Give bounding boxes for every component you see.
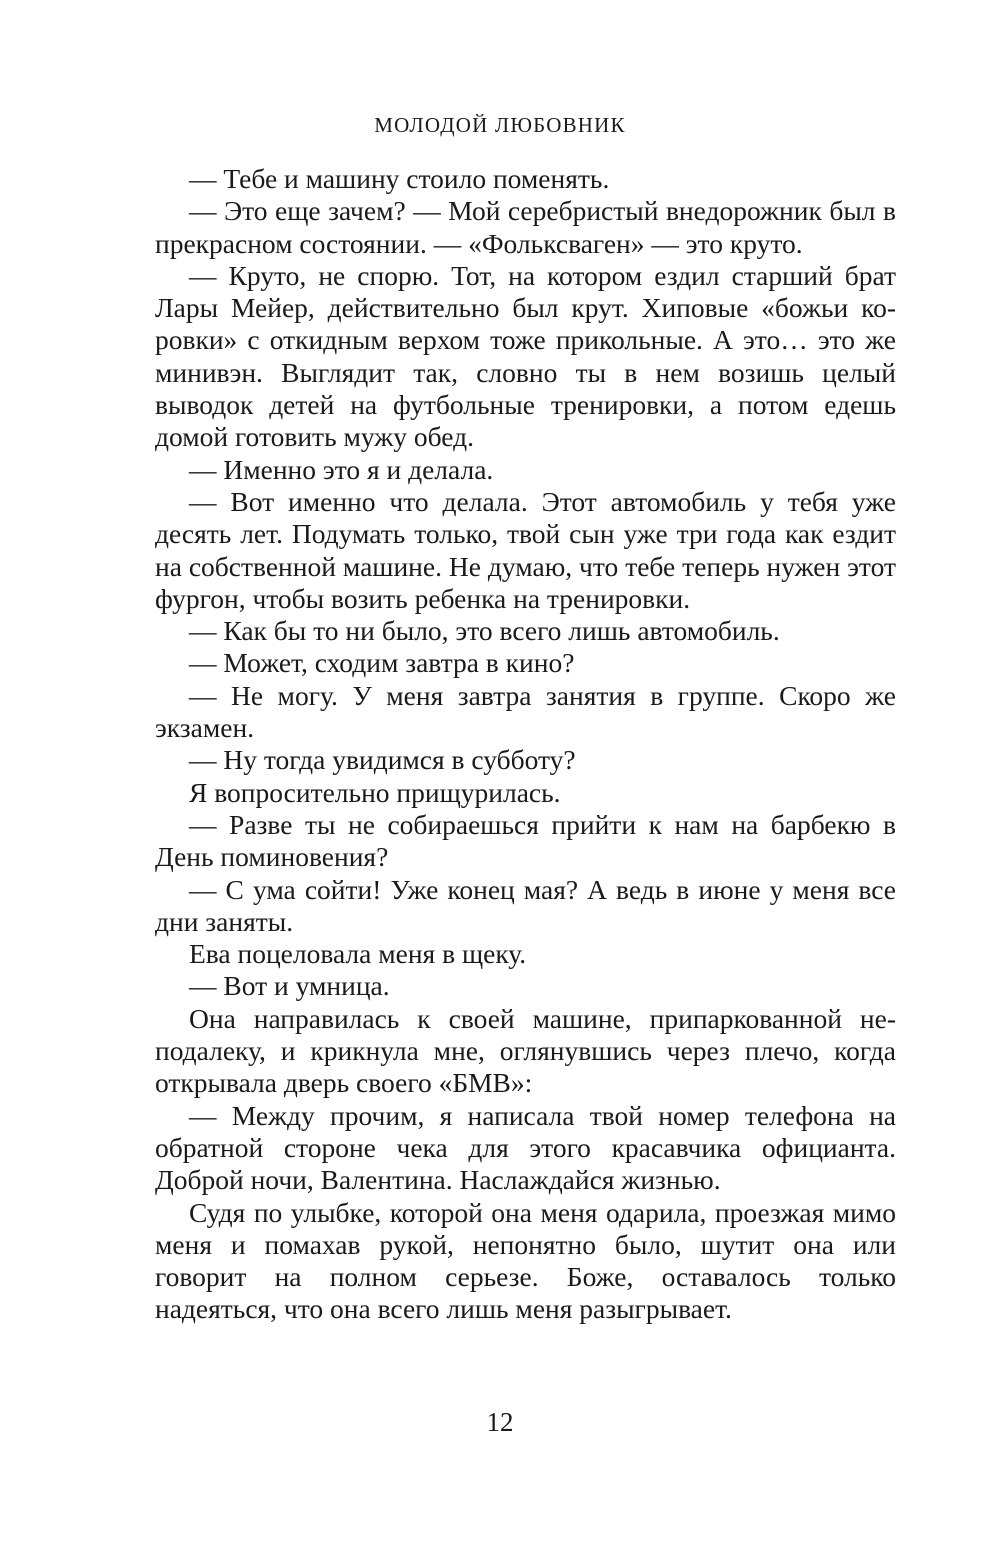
paragraph: — Вот именно что делала. Этот автомобиль у тебя уже десять лет. Подумать только, твой сын уже три года как ездит на собственной машине. Не думаю, что тебе теперь нужен этот фургон, чтобы возить ребенка на тренировки. (155, 485, 896, 614)
paragraph: Ева поцеловала меня в щеку. (189, 938, 527, 970)
paragraph: — Вот и умница. (189, 970, 390, 1002)
paragraph: Она направилась к своей машине, припаркованной неподалеку, и крикнула мне, оглянувшись через плечо, когда открывала дверь своего «БМВ»: (155, 1002, 896, 1099)
paragraph: — Ну тогда увидимся в субботу? (189, 744, 576, 776)
paragraph: — Тебе и машину стоило поменять. (189, 163, 610, 194)
paragraph: — Не могу. У меня завтра занятия в группе. Скоро же экзамен. (155, 679, 896, 744)
body-text (155, 163, 896, 1326)
paragraph: — Разве ты не собираешься прийти к нам на барбекю в День поминовения? (155, 808, 896, 873)
paragraph: — Круто, не спорю. Тот, на котором ездил старший брат Лары Мейер, действительно был крут. Хиповые «божьи коровки» с откидным верхом тоже прикольные. А это… это же минивэн. Выглядит так, словно ты в нем возишь целый выводок детей на футбольные тренировки, а потом едешь домой готовить мужу обед. (155, 259, 896, 453)
paragraph: Судя по улыбке, которой она меня одарила, проезжая мимо меня и помахав рукой, непонятно было, шутит она или говорит на полном серьезе. Боже, оставалось только надеяться, что она всего лишь меня разыгрывает. (155, 1196, 896, 1325)
paragraph: — Как бы то ни было, это всего лишь автомобиль. (189, 615, 780, 647)
page-number: 12 (486, 1407, 514, 1437)
paragraph: — Это еще зачем? — Мой серебристый внедорожник был в прекрасном состоянии. — «Фольксваген» — это круто. (155, 195, 896, 259)
paragraph: — Может, сходим завтра в кино? (189, 647, 575, 679)
paragraph: — Именно это я и делала. (189, 453, 494, 485)
paragraph: Я вопросительно прищурилась. (189, 776, 561, 808)
running-head: МОЛОДОЙ ЛЮБОВНИК (374, 113, 626, 137)
paragraph: — С ума сойти! Уже конец мая? А ведь в июне у меня все дни заняты. (155, 873, 896, 937)
paragraph: — Между прочим, я написала твой номер телефона на обратной стороне чека для этого красавчика официанта. Доброй ночи, Валентина. Наслаждайся жизнью. (155, 1099, 896, 1196)
